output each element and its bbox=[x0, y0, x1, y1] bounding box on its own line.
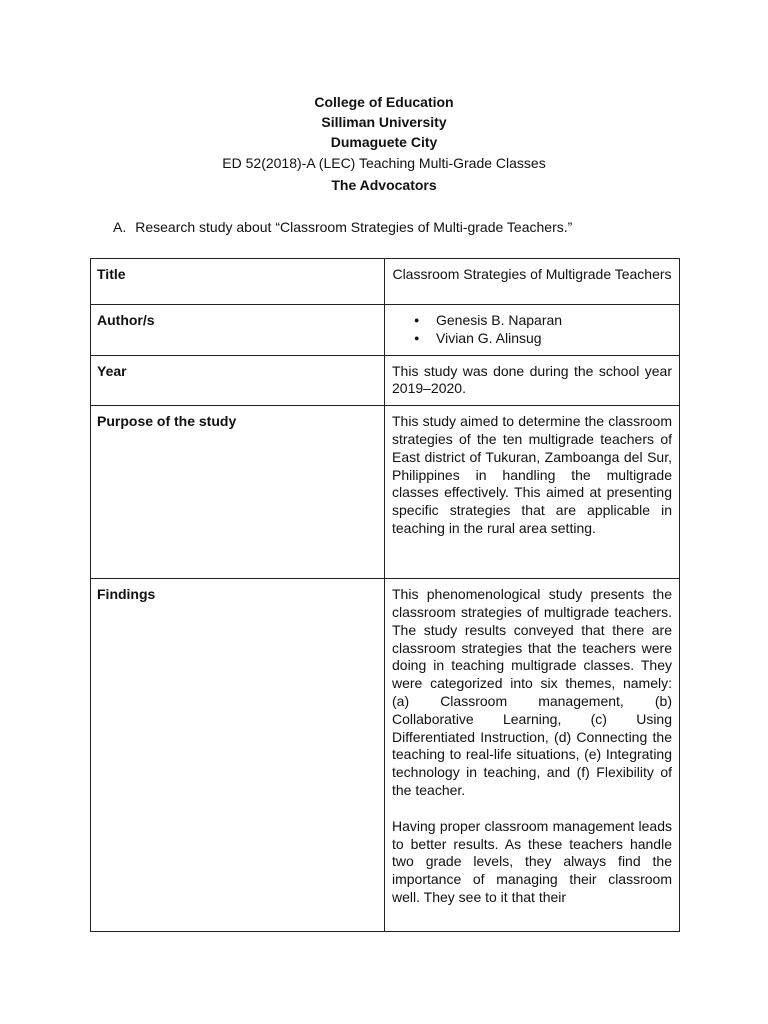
row-label: Purpose of the study bbox=[91, 406, 385, 579]
title-value: Classroom Strategies of Multigrade Teachers bbox=[385, 259, 680, 305]
authors-list bbox=[392, 312, 672, 348]
table-row-title bbox=[91, 259, 680, 305]
findings-paragraph: This phenomenological study presents the classroom strategies of multigrade teachers. The study results conveyed that there are classroom strategies that the teachers were doing in teaching multigrade classes. They were categorized into six themes, namely: (a) Classroom management, (b) Collaborative Learning, (c) Using Differentiated Instruction, (d) Connecting the teaching to real-life situations, (e) Integrating technology in teaching, and (f) Flexibility of the teacher. bbox=[392, 586, 672, 798]
section-heading bbox=[113, 218, 572, 236]
group-name: The Advocators bbox=[331, 177, 437, 193]
authors-cell bbox=[385, 305, 680, 356]
row-label: Year bbox=[91, 355, 385, 406]
row-label: Title bbox=[91, 259, 385, 305]
year-value: This study was done during the school year 2019–2020. bbox=[385, 355, 680, 406]
university-name: Silliman University bbox=[321, 114, 447, 130]
college-name: College of Education bbox=[314, 94, 454, 110]
findings-paragraph: Having proper classroom management leads to better results. As these teachers handle two grade levels, they always find the importance of managing their classroom well. They see to it that their bbox=[392, 817, 672, 905]
section-letter: A. bbox=[113, 219, 127, 235]
table-row-purpose bbox=[91, 406, 680, 579]
table-row-year bbox=[91, 355, 680, 406]
document-header bbox=[0, 92, 768, 195]
research-study-table bbox=[90, 258, 680, 932]
findings-cell bbox=[385, 579, 680, 932]
table-row-findings bbox=[91, 579, 680, 932]
row-label: Findings bbox=[91, 579, 385, 932]
table-row-authors bbox=[91, 305, 680, 356]
course-title: ED 52(2018)-A (LEC) Teaching Multi-Grade Classes bbox=[222, 155, 546, 171]
author-item: ● Vivian G. Alinsug bbox=[436, 330, 672, 348]
purpose-value: This study aimed to determine the classroom strategies of the ten multigrade teachers of East district of Tukuran, Zamboanga del Sur, Philippines in handling the multigrade classes effectively. This aimed at presenting specific strategies that are applicable in teaching in the rural area setting. bbox=[385, 406, 680, 579]
city-name: Dumaguete City bbox=[330, 134, 438, 150]
author-item: ● Genesis B. Naparan bbox=[436, 312, 672, 330]
section-text: Research study about “Classroom Strategies of Multi-grade Teachers.” bbox=[135, 219, 573, 235]
row-label: Author/s bbox=[91, 305, 385, 356]
